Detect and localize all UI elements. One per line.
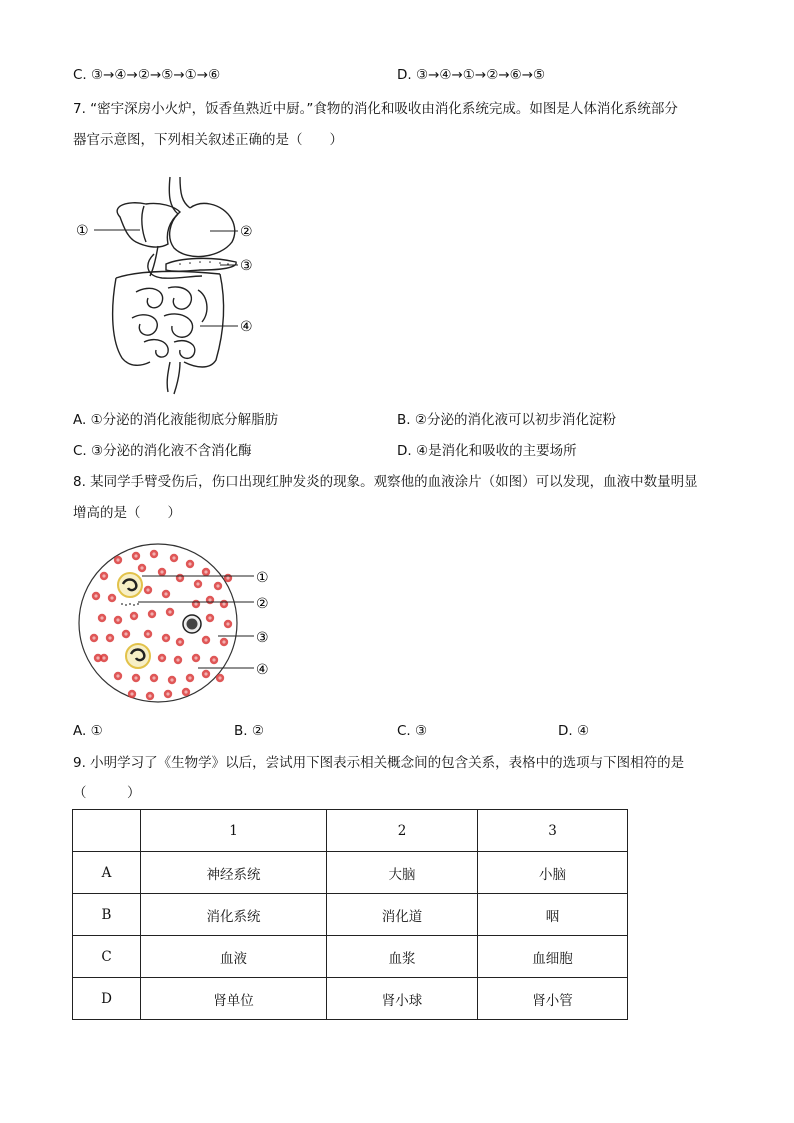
red-blood-cell-center (164, 636, 167, 639)
q8-option-b: B. ② (234, 723, 264, 739)
red-blood-cell-center (130, 692, 133, 695)
red-blood-cell-center (132, 614, 135, 617)
red-blood-cell-center (110, 596, 113, 599)
table-cell: 血浆 (327, 936, 478, 978)
red-blood-cell-center (140, 566, 143, 569)
table-cell: 神经系统 (141, 852, 327, 894)
red-blood-cell-center (178, 640, 181, 643)
table-header-cell: 2 (327, 810, 478, 852)
q8-option-a: A. ① (73, 723, 103, 739)
red-blood-cell-center (102, 574, 105, 577)
table-cell: 大脑 (327, 852, 478, 894)
table-cell: 肾单位 (141, 978, 327, 1020)
red-blood-cell-center (208, 598, 211, 601)
q7-option-c: C. ③分泌的消化液不含消化酶 (73, 443, 252, 459)
table-cell: 消化系统 (141, 894, 327, 936)
table-cell: 血细胞 (478, 936, 628, 978)
q6-option-d: D. ③→④→①→②→⑥→⑤ (397, 67, 546, 83)
red-blood-cell-center (102, 656, 105, 659)
table-cell: B (73, 894, 141, 936)
table-cell: C (73, 936, 141, 978)
red-blood-cell-center (152, 552, 155, 555)
table-cell: 肾小球 (327, 978, 478, 1020)
red-blood-cell-center (172, 556, 175, 559)
table-header-cell (73, 810, 141, 852)
red-blood-cell-center (222, 640, 225, 643)
red-blood-cell-center (168, 610, 171, 613)
table-row (73, 894, 628, 936)
concept-table (72, 809, 628, 1020)
red-blood-cell-center (92, 636, 95, 639)
table-cell: 消化道 (327, 894, 478, 936)
red-blood-cell-center (160, 570, 163, 573)
red-blood-cell-center (124, 632, 127, 635)
red-blood-cell-center (226, 576, 229, 579)
table-cell: 咽 (478, 894, 628, 936)
red-blood-cell-center (116, 674, 119, 677)
red-blood-cell-center (170, 678, 173, 681)
red-blood-cell-center (164, 592, 167, 595)
q9-stem-line1: 9. 小明学习了《生物学》以后，尝试用下图表示相关概念间的包含关系，表格中的选项与下图相符的是 (73, 755, 685, 771)
red-blood-cell-center (204, 570, 207, 573)
table-cell: D (73, 978, 141, 1020)
table-header-row (73, 810, 628, 852)
red-blood-cell-center (204, 638, 207, 641)
red-blood-cell-center (166, 692, 169, 695)
red-blood-cell-center (194, 602, 197, 605)
digestive-system-diagram (70, 172, 270, 397)
red-blood-cell-center (160, 656, 163, 659)
q8-option-d: D. ④ (558, 723, 590, 739)
q8-stem-line2: 增高的是（ ） (73, 505, 181, 521)
red-blood-cell-center (146, 632, 149, 635)
red-blood-cell-center (188, 676, 191, 679)
table-cell: 小脑 (478, 852, 628, 894)
red-blood-cell-center (150, 612, 153, 615)
table-cell: 血液 (141, 936, 327, 978)
red-blood-cell-center (184, 690, 187, 693)
white-blood-cell-3 (183, 615, 201, 633)
red-blood-cell-center (152, 676, 155, 679)
red-blood-cell-center (218, 676, 221, 679)
red-blood-cell-center (194, 656, 197, 659)
red-blood-cell-center (204, 672, 207, 675)
table-header-cell: 1 (141, 810, 327, 852)
red-blood-cell-center (134, 554, 137, 557)
red-blood-cell-center (196, 582, 199, 585)
blood-label-3: ③ (256, 630, 269, 646)
digest-label-4: ④ (240, 319, 253, 335)
digest-label-1: ① (76, 223, 89, 239)
table-row (73, 936, 628, 978)
red-blood-cell-center (208, 616, 211, 619)
red-blood-cell-center (226, 622, 229, 625)
red-blood-cell-center (146, 588, 149, 591)
white-blood-cell-2 (126, 644, 150, 668)
q7-stem-line2: 器官示意图，下列相关叙述正确的是（ ） (73, 132, 343, 148)
table-row (73, 852, 628, 894)
red-blood-cell-center (94, 594, 97, 597)
q7-option-b: B. ②分泌的消化液可以初步消化淀粉 (397, 412, 616, 428)
red-blood-cell-center (212, 658, 215, 661)
blood-label-4: ④ (256, 662, 269, 678)
blood-label-1: ① (256, 570, 269, 586)
q6-option-c: C. ③→④→②→⑤→①→⑥ (73, 67, 221, 83)
table-header-cell: 3 (478, 810, 628, 852)
table-cell: A (73, 852, 141, 894)
red-blood-cell-center (96, 656, 99, 659)
red-blood-cell-center (100, 616, 103, 619)
digest-label-2: ② (240, 224, 253, 240)
q9-stem-line2: （ ） (73, 785, 141, 801)
red-blood-cell-center (116, 618, 119, 621)
blood-smear-diagram (78, 538, 278, 708)
red-blood-cell-center (178, 576, 181, 579)
red-blood-cell-center (134, 676, 137, 679)
q7-stem-line1: 7. “密宇深房小火炉，饭香鱼熟近中厨。”食物的消化和吸收由消化系统完成。如图是人体消化系统部分 (73, 101, 678, 117)
red-blood-cell-center (148, 694, 151, 697)
red-blood-cell-center (116, 558, 119, 561)
white-blood-cell-1 (118, 573, 142, 597)
q8-stem-line1: 8. 某同学手臂受伤后，伤口出现红肿发炎的现象。观察他的血液涂片（如图）可以发现，血液中数量明显 (73, 474, 698, 490)
blood-label-2: ② (256, 596, 269, 612)
table-cell: 肾小管 (478, 978, 628, 1020)
red-blood-cell-center (108, 636, 111, 639)
table-row (73, 978, 628, 1020)
red-blood-cell-center (188, 562, 191, 565)
red-blood-cell-center (216, 584, 219, 587)
q7-option-d: D. ④是消化和吸收的主要场所 (397, 443, 577, 459)
q8-option-c: C. ③ (397, 723, 428, 739)
red-blood-cell-center (222, 602, 225, 605)
q7-option-a: A. ①分泌的消化液能彻底分解脂肪 (73, 412, 279, 428)
digest-label-3: ③ (240, 258, 253, 274)
red-blood-cell-center (176, 658, 179, 661)
